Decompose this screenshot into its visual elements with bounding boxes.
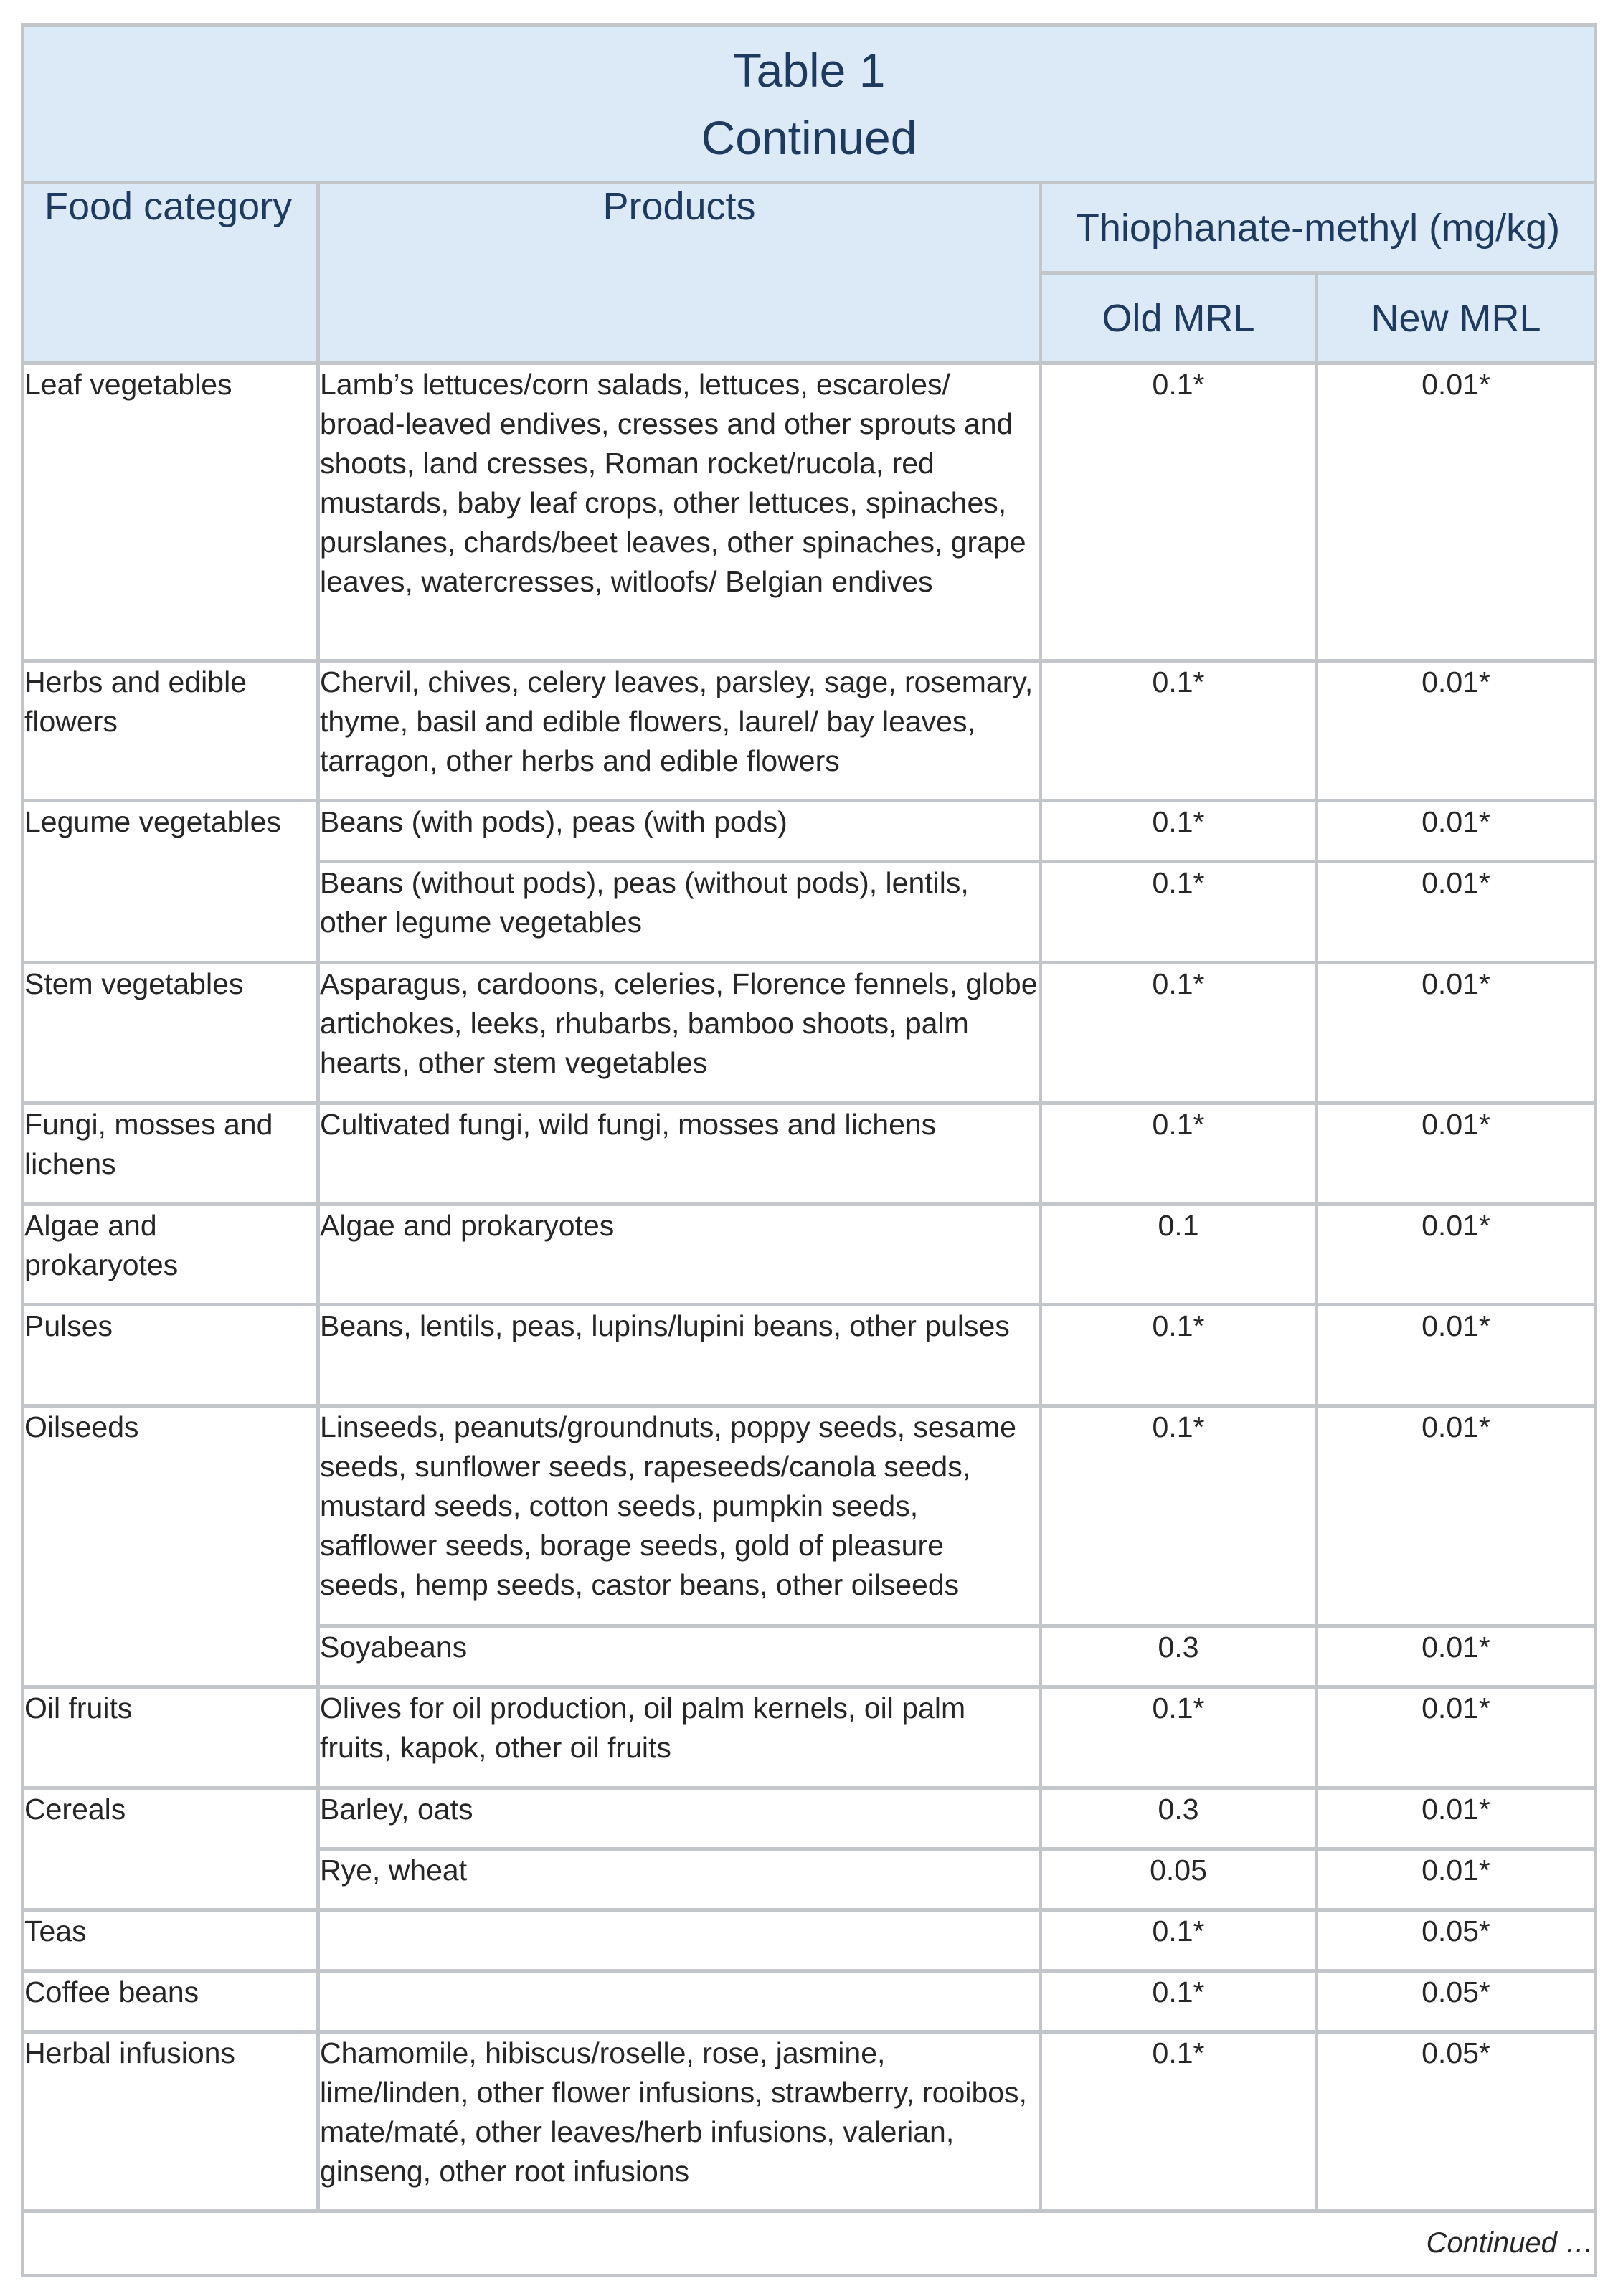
table-row bbox=[23, 1406, 1596, 1626]
continued-note: Continued … bbox=[23, 2211, 1596, 2275]
old-mrl-cell: 0.1* bbox=[1041, 1406, 1317, 1626]
new-mrl-cell: 0.01* bbox=[1317, 1305, 1596, 1406]
old-mrl-cell: 0.3 bbox=[1041, 1788, 1317, 1849]
products-cell: Chamomile, hibiscus/roselle, rose, jasmine, lime/linden, other flower infusions, strawberry, rooibos, mate/maté, other leaves/herb infusions, valerian, ginseng, other root infusions bbox=[318, 2031, 1041, 2211]
products-cell: Beans (with pods), peas (with pods) bbox=[318, 801, 1041, 862]
new-mrl-cell: 0.01* bbox=[1317, 1406, 1596, 1626]
products-cell bbox=[318, 1970, 1041, 2031]
category-cell: Legume vegetables bbox=[23, 801, 318, 963]
category-cell: Oilseeds bbox=[23, 1406, 318, 1687]
products-cell: Olives for oil production, oil palm kernels, oil palm fruits, kapok, other oil fruits bbox=[318, 1687, 1041, 1788]
table-row bbox=[23, 963, 1596, 1104]
table-row bbox=[23, 801, 1596, 862]
category-cell: Herbal infusions bbox=[23, 2031, 318, 2211]
header-food-category: Food category bbox=[23, 183, 318, 364]
category-cell: Leaf vegetables bbox=[23, 364, 318, 661]
products-cell bbox=[318, 1910, 1041, 1970]
table-row bbox=[23, 661, 1596, 801]
category-cell: Fungi, mosses and lichens bbox=[23, 1104, 318, 1205]
products-cell: Rye, wheat bbox=[318, 1849, 1041, 1910]
old-mrl-cell: 0.1* bbox=[1041, 1970, 1317, 2031]
new-mrl-cell: 0.01* bbox=[1317, 1849, 1596, 1910]
products-cell: Lamb’s lettuces/corn salads, lettuces, escaroles/ broad-leaved endives, cresses and other sprouts and shoots, land cresses, Roman rocket/rucola, red mustards, baby leaf crops, other lettuces, spinaches, purslanes, chards/beet leaves, other spinaches, grape leaves, watercresses, witloofs/ Belgian endives bbox=[318, 364, 1041, 661]
mrl-table bbox=[21, 23, 1597, 2277]
old-mrl-cell: 0.1* bbox=[1041, 1305, 1317, 1406]
category-cell: Cereals bbox=[23, 1788, 318, 1910]
category-cell: Coffee beans bbox=[23, 1970, 318, 2031]
table-row bbox=[23, 1305, 1596, 1406]
old-mrl-cell: 0.1* bbox=[1041, 1910, 1317, 1970]
old-mrl-cell: 0.05 bbox=[1041, 1849, 1317, 1910]
new-mrl-cell: 0.01* bbox=[1317, 1687, 1596, 1788]
new-mrl-cell: 0.01* bbox=[1317, 963, 1596, 1104]
old-mrl-cell: 0.1* bbox=[1041, 1687, 1317, 1788]
new-mrl-cell: 0.01* bbox=[1317, 1205, 1596, 1305]
table-row bbox=[23, 364, 1596, 661]
new-mrl-cell: 0.01* bbox=[1317, 862, 1596, 963]
category-cell: Herbs and edible flowers bbox=[23, 661, 318, 801]
new-mrl-cell: 0.01* bbox=[1317, 1788, 1596, 1849]
products-cell: Soyabeans bbox=[318, 1626, 1041, 1687]
old-mrl-cell: 0.1* bbox=[1041, 963, 1317, 1104]
table-row bbox=[23, 1788, 1596, 1849]
header-products: Products bbox=[318, 183, 1041, 364]
new-mrl-cell: 0.05* bbox=[1317, 1910, 1596, 1970]
new-mrl-cell: 0.05* bbox=[1317, 1970, 1596, 2031]
table-row bbox=[23, 1205, 1596, 1305]
products-cell: Beans, lentils, peas, lupins/lupini beans, other pulses bbox=[318, 1305, 1041, 1406]
products-cell: Asparagus, cardoons, celeries, Florence fennels, globe artichokes, leeks, rhubarbs, bamboo shoots, palm hearts, other stem vegetables bbox=[318, 963, 1041, 1104]
header-new-mrl: New MRL bbox=[1317, 273, 1596, 364]
category-cell: Pulses bbox=[23, 1305, 318, 1406]
products-cell: Chervil, chives, celery leaves, parsley, sage, rosemary, thyme, basil and edible flowers, laurel/ bay leaves, tarragon, other herbs and edible flowers bbox=[318, 661, 1041, 801]
table-row bbox=[23, 1970, 1596, 2031]
old-mrl-cell: 0.1* bbox=[1041, 862, 1317, 963]
category-cell: Oil fruits bbox=[23, 1687, 318, 1788]
old-mrl-cell: 0.1* bbox=[1041, 661, 1317, 801]
new-mrl-cell: 0.01* bbox=[1317, 661, 1596, 801]
new-mrl-cell: 0.01* bbox=[1317, 1626, 1596, 1687]
table-title-line1: Table 1 bbox=[732, 43, 886, 97]
old-mrl-cell: 0.1* bbox=[1041, 801, 1317, 862]
products-cell: Algae and prokaryotes bbox=[318, 1205, 1041, 1305]
new-mrl-cell: 0.01* bbox=[1317, 364, 1596, 661]
table-row bbox=[23, 1104, 1596, 1205]
new-mrl-cell: 0.01* bbox=[1317, 1104, 1596, 1205]
new-mrl-cell: 0.05* bbox=[1317, 2031, 1596, 2211]
products-cell: Beans (without pods), peas (without pods), lentils, other legume vegetables bbox=[318, 862, 1041, 963]
category-cell: Teas bbox=[23, 1910, 318, 1970]
table-row bbox=[23, 1910, 1596, 1970]
old-mrl-cell: 0.1* bbox=[1041, 1104, 1317, 1205]
header-old-mrl: Old MRL bbox=[1041, 273, 1317, 364]
table-row bbox=[23, 2031, 1596, 2211]
table-row bbox=[23, 1687, 1596, 1788]
products-cell: Cultivated fungi, wild fungi, mosses and lichens bbox=[318, 1104, 1041, 1205]
category-cell: Algae and prokaryotes bbox=[23, 1205, 318, 1305]
old-mrl-cell: 0.3 bbox=[1041, 1626, 1317, 1687]
old-mrl-cell: 0.1* bbox=[1041, 2031, 1317, 2211]
table-title-line2: Continued bbox=[701, 110, 917, 164]
products-cell: Linseeds, peanuts/groundnuts, poppy seeds, sesame seeds, sunflower seeds, rapeseeds/canola seeds, mustard seeds, cotton seeds, pumpkin seeds, safflower seeds, borage seeds, gold of pleasure seeds, hemp seeds, castor beans, other oilseeds bbox=[318, 1406, 1041, 1626]
table-title bbox=[23, 25, 1596, 183]
products-cell: Barley, oats bbox=[318, 1788, 1041, 1849]
new-mrl-cell: 0.01* bbox=[1317, 801, 1596, 862]
old-mrl-cell: 0.1* bbox=[1041, 364, 1317, 661]
header-substance: Thiophanate-methyl (mg/kg) bbox=[1041, 183, 1596, 273]
old-mrl-cell: 0.1 bbox=[1041, 1205, 1317, 1305]
category-cell: Stem vegetables bbox=[23, 963, 318, 1104]
